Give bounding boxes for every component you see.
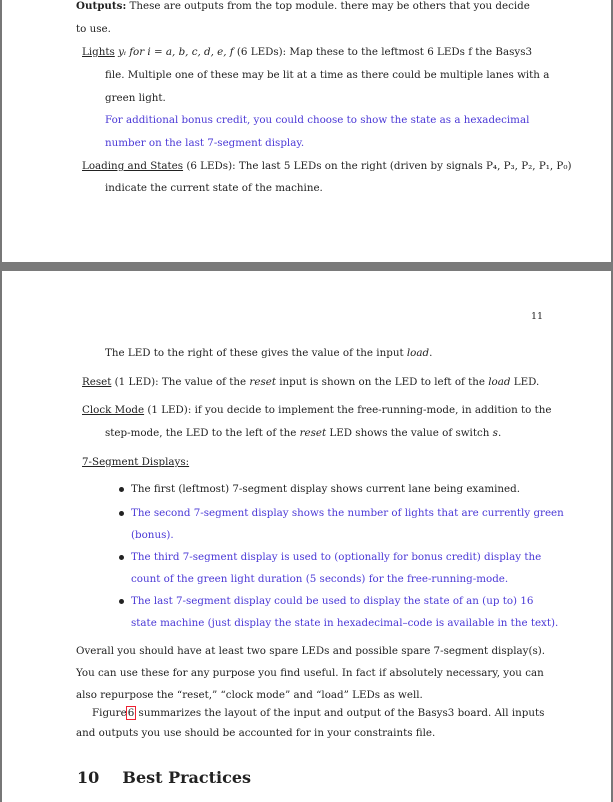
bonus-line1: For additional bonus credit, you could choose to show the state as a hexadecimal — [105, 114, 530, 126]
seven-segment-label: 7-Segment Displays: — [82, 456, 190, 468]
overall-line3: also repurpose the “reset,” “clock mode” and “load” LEDs as well. — [76, 689, 423, 701]
bonus-line2: number on the last 7-segment display. — [105, 137, 305, 149]
overall-line2: You can use these for any purpose you find useful. In fact if absolutely necessary, you can — [76, 667, 544, 679]
outputs-label: Outputs: — [76, 0, 127, 12]
seg-item-1-line1: The first (leftmost) 7-segment display shows current lane being examined. — [131, 483, 521, 495]
clock-mode-label: Clock Mode — [82, 404, 145, 416]
figure-ref-link[interactable]: 6 — [127, 707, 135, 719]
page-top — [0, 0, 613, 262]
loading-line2: indicate the current state of the machine. — [105, 182, 323, 194]
lights-line2: file. Multiple one of these may be lit at a time as there could be multiple lanes with a — [105, 69, 550, 81]
outputs-line1: Outputs: These are outputs from the top module. there may be others that you decide — [76, 0, 530, 12]
reset-label: Reset — [82, 376, 112, 388]
overall-line1: Overall you should have at least two spare LEDs and possible spare 7-segment display(s). — [76, 645, 546, 657]
bullet-3 — [119, 555, 124, 560]
bullet-1 — [119, 487, 124, 492]
clock-mode-line2: step-mode, the LED to the left of the reset LED shows the value of switch s. — [105, 427, 502, 439]
section-title: Best Practices — [122, 768, 252, 787]
section-number: 10 — [77, 768, 100, 787]
outputs-line2: to use. — [76, 23, 111, 35]
seg-item-4-line1: The last 7-segment display could be used to display the state of an (up to) 16 — [131, 595, 534, 607]
clock-mode-line1: Clock Mode (1 LED): if you decide to implement the free-running-mode, in addition to the — [82, 404, 552, 416]
bullet-4 — [119, 599, 124, 604]
seg-item-2-line1: The second 7-segment display shows the number of lights that are currently green — [131, 507, 564, 519]
lights-line1: Lights yᵢ for i = a, b, c, d, e, f (6 LEDs): Map these to the leftmost 6 LEDs f the Basys3 — [82, 46, 533, 58]
seg-item-2-line2: (bonus). — [131, 529, 174, 541]
page-number: 11 — [531, 311, 544, 322]
section-heading — [77, 768, 251, 787]
seg-item-3-line1: The third 7-segment display is used to (optionally for bonus credit) display the — [131, 551, 542, 563]
lights-label: Lights — [82, 46, 115, 58]
loading-line1: Loading and States (6 LEDs): The last 5 LEDs on the right (driven by signals P₄, P₃, P₂, P₁, P₀) — [82, 160, 572, 172]
page-bottom — [0, 271, 613, 802]
figure-line1: Figure6 summarizes the layout of the input and output of the Basys3 board. All inputs — [92, 707, 545, 719]
loading-label: Loading and States — [82, 160, 184, 172]
seg-item-3-line2: count of the green light duration (5 seconds) for the free-running-mode. — [131, 573, 509, 585]
bullet-2 — [119, 511, 124, 516]
seg-item-4-line2: state machine (just display the state in hexadecimal–code is available in the text). — [131, 617, 559, 629]
load-line: The LED to the right of these gives the value of the input load. — [105, 347, 433, 359]
reset-line: Reset (1 LED): The value of the reset input is shown on the LED to left of the load LED. — [82, 376, 540, 388]
figure-line2: and outputs you use should be accounted for in your constraints file. — [76, 727, 436, 739]
lights-line3: green light. — [105, 92, 166, 104]
